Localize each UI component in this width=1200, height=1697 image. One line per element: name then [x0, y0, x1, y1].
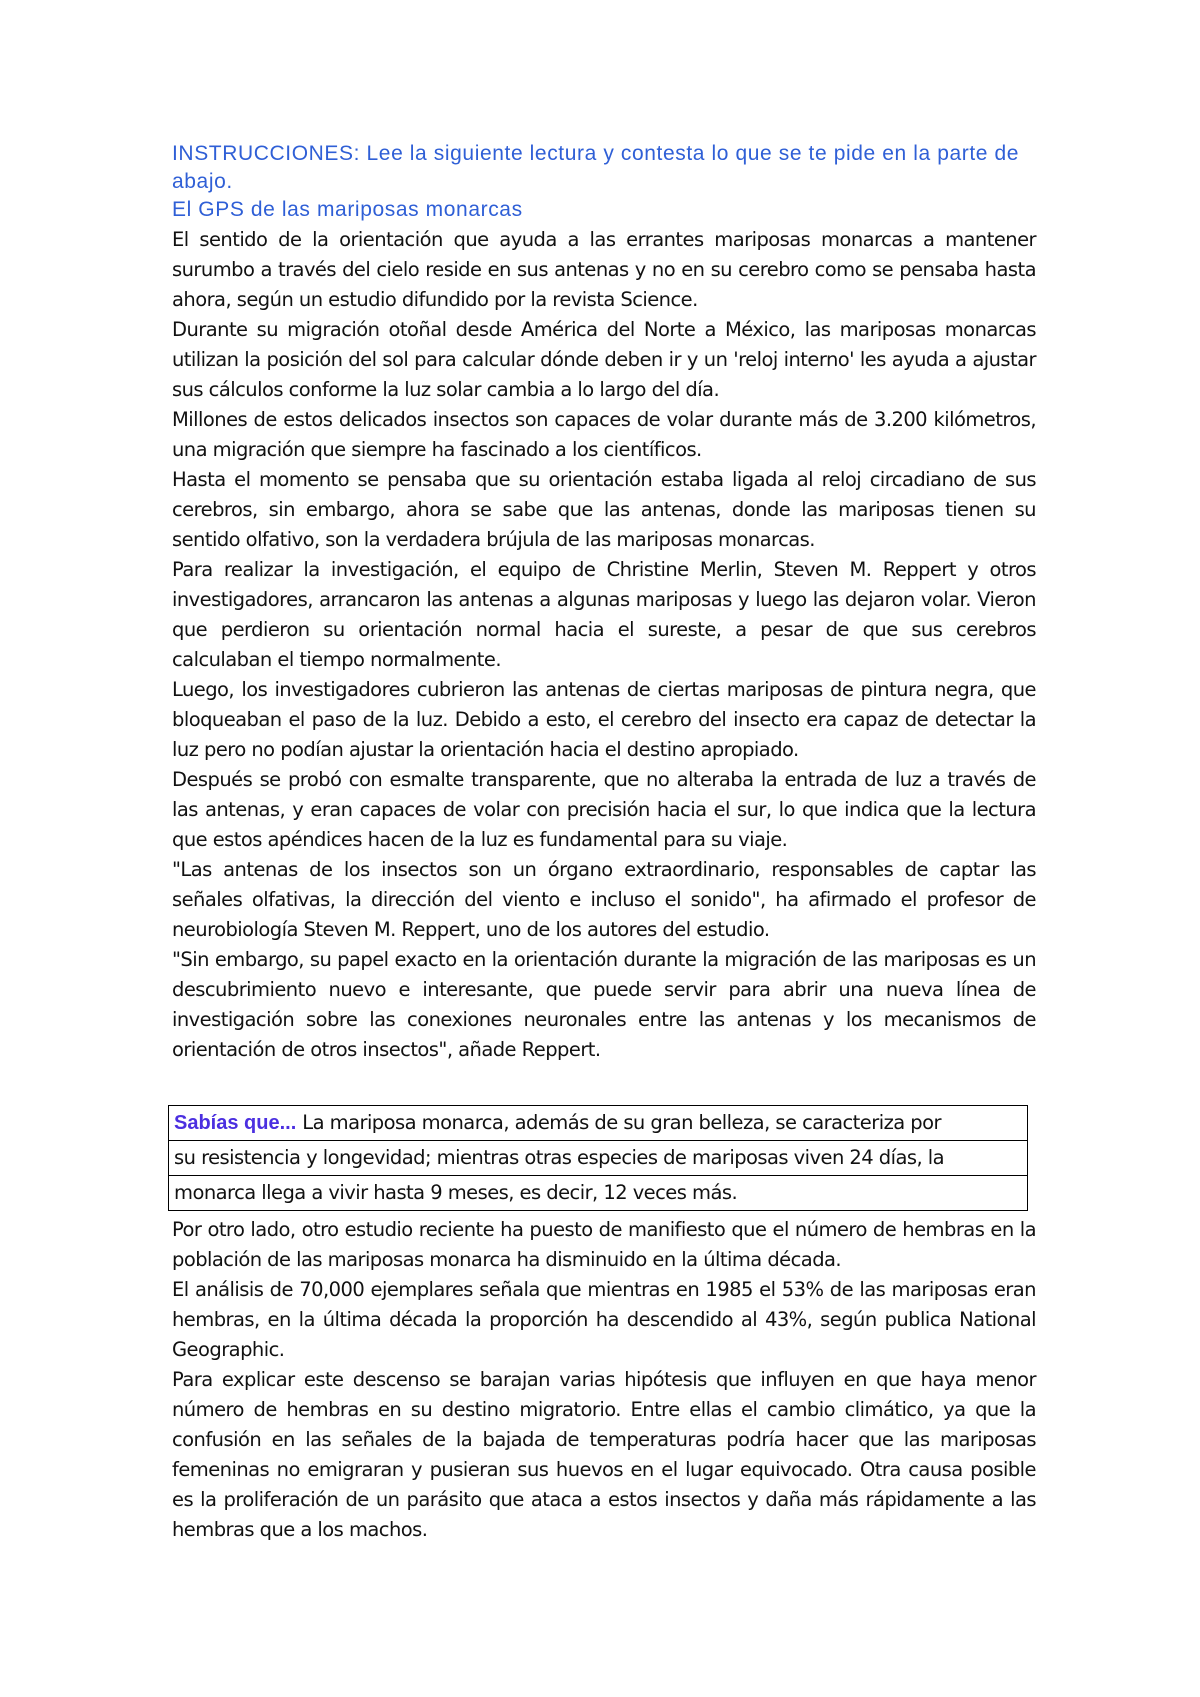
paragraph-investigation: Para realizar la investigación, el equipo de Christine Merlin, Steven M. Reppert y otros investigadores, arrancaron las antenas a algunas mariposas y luego las dejaron volar. Vieron que perdieron su orientación normal hacia el sureste, a pesar de que sus cerebros calculaban el tiempo normalmente.	[172, 558, 1036, 671]
document-page	[172, 140, 1036, 1545]
paragraph-circadian-clock: Hasta el momento se pensaba que su orientación estaba ligada al reloj circadiano de sus cerebros, sin embargo, ahora se sabe que las antenas, donde las mariposas tienen su sentido olfativo, son la verdadera brújula de las mariposas monarcas.	[172, 468, 1036, 551]
fact-line: monarca llega a vivir hasta 9 meses, es decir, 12 veces más.	[174, 1181, 738, 1204]
paragraph-autumn-migration: Durante su migración otoñal desde América del Norte a México, las mariposas monarcas utilizan la posición del sol para calcular dónde deben ir y un 'reloj interno' les ayuda a ajustar sus cálculos conforme la luz solar cambia a lo largo del día.	[172, 318, 1036, 401]
paragraph-specimen-analysis: El análisis de 70,000 ejemplares señala que mientras en 1985 el 53% de las mariposas eran hembras, en la última década la proporción ha descendido al 43%, según publica National Geographic.	[172, 1278, 1036, 1361]
paragraph-orientation-antennas: El sentido de la orientación que ayuda a las errantes mariposas monarcas a mantener surumbo a través del cielo reside en sus antenas y no en su cerebro como se pensaba hasta ahora, según un estudio difundido por la revista Science.	[172, 228, 1036, 311]
paragraph-millions-insects: Millones de estos delicados insectos son capaces de volar durante más de 3.200 kilómetros, una migración que siempre ha fascinado a los científicos.	[172, 408, 1036, 461]
fact-line: La mariposa monarca, además de su gran belleza, se caracteriza por	[302, 1111, 941, 1134]
paragraph-reppert-conclusion: "Sin embargo, su papel exacto en la orientación durante la migración de las mariposas es un descubrimiento nuevo e interesante, que puede servir para abrir una nueva línea de investigación sobre las conexiones neuronales entre las antenas y los mecanismos de orientación de otros insectos", añade Reppert.	[172, 948, 1036, 1061]
paragraph-female-decline: Por otro lado, otro estudio reciente ha puesto de manifiesto que el número de hembras en la población de las mariposas monarca ha disminuido en la última década.	[172, 1218, 1036, 1271]
did-you-know-label: Sabías que...	[174, 1112, 297, 1134]
article-title: El GPS de las mariposas monarcas	[172, 198, 523, 221]
paragraph-reppert-quote: "Las antenas de los insectos son un órgano extraordinario, responsables de captar las señales olfativas, la dirección del viento e incluso el sonido", ha afirmado el profesor de neurobiología Steven M. Reppert, uno de los autores del estudio.	[172, 858, 1036, 941]
fact-line: su resistencia y longevidad; mientras otras especies de mariposas viven 24 días, la	[174, 1146, 945, 1169]
did-you-know-box	[168, 1105, 1028, 1211]
fact-row	[169, 1140, 1027, 1175]
paragraph-black-paint: Luego, los investigadores cubrieron las antenas de ciertas mariposas de pintura negra, que bloqueaban el paso de la luz. Debido a esto, el cerebro del insecto era capaz de detectar la luz pero no podían ajustar la orientación hacia el destino apropiado.	[172, 678, 1036, 761]
fact-row	[169, 1106, 1027, 1140]
paragraph-transparent-enamel: Después se probó con esmalte transparente, que no alteraba la entrada de luz a través de las antenas, y eran capaces de volar con precisión hacia el sur, lo que indica que la lectura que estos apéndices hacen de la luz es fundamental para su viaje.	[172, 768, 1036, 851]
fact-row	[169, 1175, 1027, 1210]
instructions-heading: INSTRUCCIONES: Lee la siguiente lectura y contesta lo que se te pide en la parte de abajo.	[172, 142, 1020, 193]
paragraph-hypotheses: Para explicar este descenso se barajan varias hipótesis que influyen en que haya menor número de hembras en su destino migratorio. Entre ellas el cambio climático, ya que la confusión en las señales de la bajada de temperaturas podría hacer que las mariposas femeninas no emigraran y pusieran sus huevos en el lugar equivocado. Otra causa posible es la proliferación de un parásito que ataca a estos insectos y daña más rápidamente a las hembras que a los machos.	[172, 1368, 1036, 1541]
